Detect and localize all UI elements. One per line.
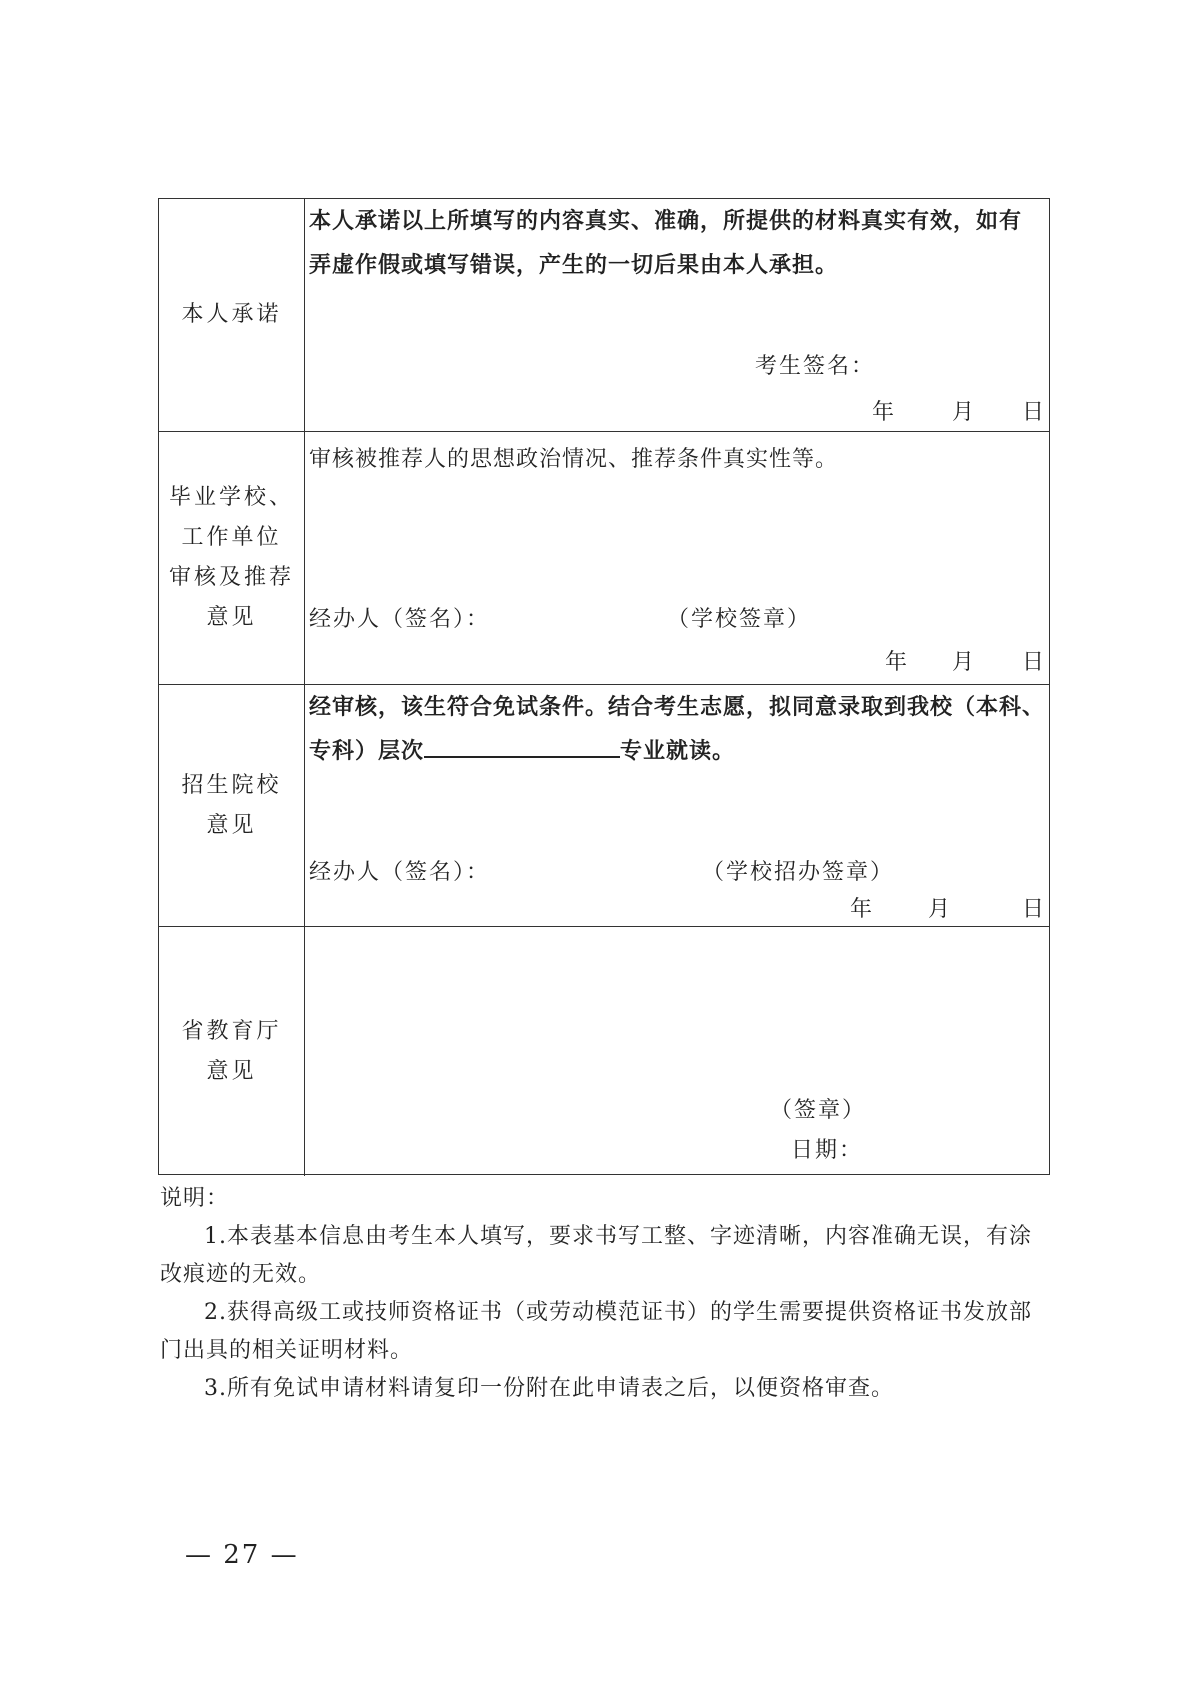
date-year-label: 年 [885,650,908,675]
pledge-statement-line-1: 本人承诺以上所填写的内容真实、准确，所提供的材料真实有效，如有 [309,208,1023,234]
date-month-label: 月 [928,897,951,922]
admission-statement-line-1: 经审核，该生符合免试条件。结合考生志愿，拟同意录取到我校（本科、 [309,694,1046,720]
row-personal-pledge [159,199,1049,432]
label-cell [159,927,305,1176]
date-year-label: 年 [850,897,873,922]
notes-section [160,1180,1060,1408]
handler-signature-field[interactable]: 经办人（签名）： [309,607,491,632]
notes-title: 说明： [160,1186,230,1211]
page-number: — 27 — [185,1540,299,1570]
row-label: 招生院校 意见 [181,772,282,838]
content-cell [305,685,1049,926]
major-blank-field[interactable] [424,732,620,758]
review-instruction: 审核被推荐人的思想政治情况、推荐条件真实性等。 [309,447,839,472]
date-month-label: 月 [952,650,975,675]
label-cell [159,199,305,431]
content-cell [305,199,1049,431]
application-form-table [158,198,1050,1175]
date-day-label: 日 [1022,650,1045,675]
note-item-3-line-1: 3.所有免试申请材料请复印一份附在此申请表之后，以便资格审查。 [204,1376,894,1401]
date-month-label: 月 [952,400,975,425]
handler-signature-field[interactable]: 经办人（签名）： [309,860,491,885]
date-day-label: 日 [1022,400,1045,425]
school-stamp-label: （学校签章） [667,607,812,632]
row-label: 省教育厅 意见 [181,1018,282,1084]
row-admitting-school-opinion [159,685,1049,927]
department-stamp-label: （签章） [770,1098,867,1123]
note-item-2-line-1: 2.获得高级工或技师资格证书（或劳动模范证书）的学生需要提供资格证书发放部 [204,1300,1032,1325]
content-cell [305,927,1049,1176]
row-label: 毕业学校、 工作单位 审核及推荐 意见 [168,485,294,630]
row-education-department-opinion [159,927,1049,1176]
note-item-2-line-2: 门出具的相关证明材料。 [160,1338,414,1363]
date-day-label: 日 [1022,897,1045,922]
row-school-recommendation [159,432,1049,685]
note-item-1-line-2: 改痕迹的无效。 [160,1262,322,1287]
pledge-statement-line-2: 弄虚作假或填写错误，产生的一切后果由本人承担。 [309,252,839,278]
note-item-1-line-1: 1.本表基本信息由考生本人填写，要求书写工整、字迹清晰，内容准确无误，有涂 [204,1224,1032,1249]
label-cell [159,685,305,926]
date-field[interactable]: 日期： [791,1138,864,1163]
candidate-signature-field[interactable]: 考生签名： [755,354,876,379]
admission-statement-line-2: 专科）层次 专业就读。 [309,729,735,773]
date-year-label: 年 [872,400,895,425]
admissions-office-stamp-label: （学校招办签章） [702,860,895,885]
content-cell [305,432,1049,684]
label-cell [159,432,305,684]
row-label: 本人承诺 [181,302,282,327]
